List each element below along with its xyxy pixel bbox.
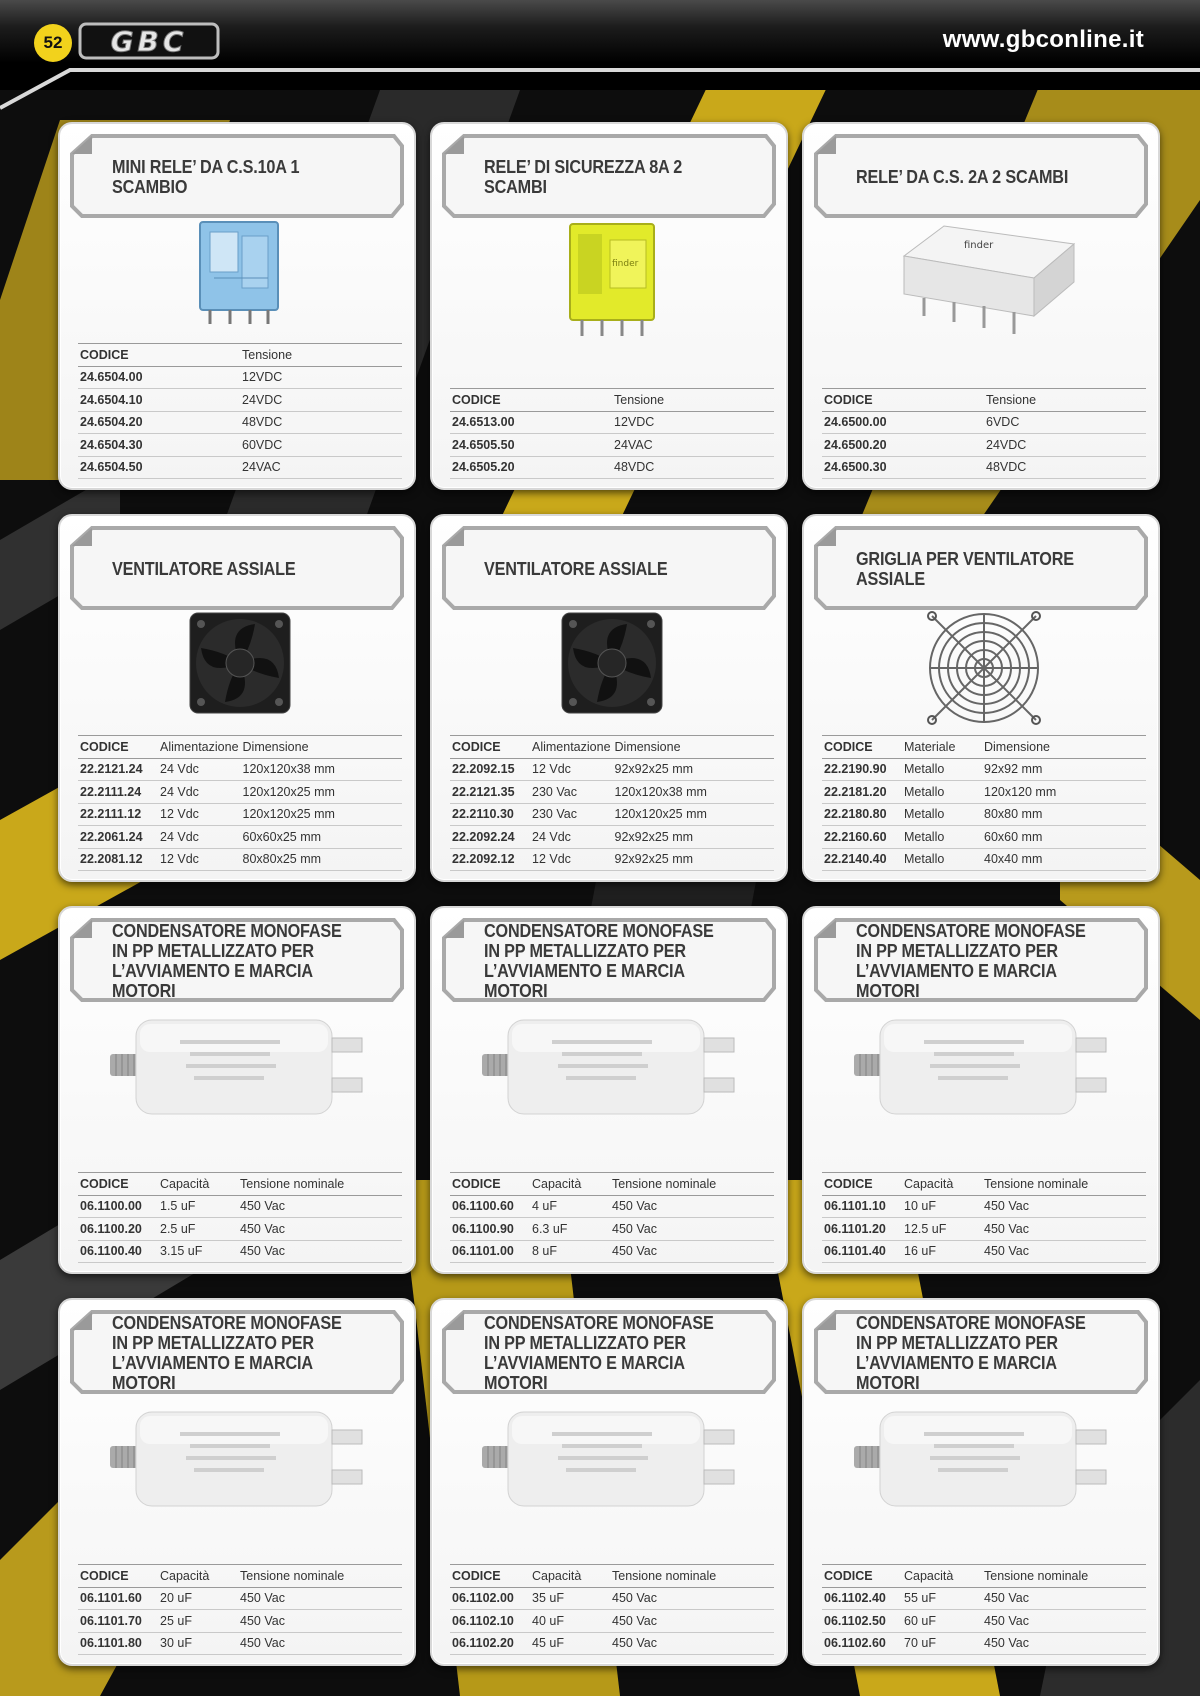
product-code: 06.1100.90: [450, 1218, 530, 1241]
card-title: CONDENSATORE MONOFASE IN PP METALLIZZATO PER L’AVVIAMENTO E MARCIA MOTORI: [484, 921, 714, 1001]
table-row: [822, 434, 1146, 457]
website-url[interactable]: www.gbconline.it: [942, 26, 1144, 53]
product-code: 24.6504.20: [78, 411, 240, 434]
table-row: [450, 1587, 774, 1610]
column-header: Tensione nominale: [610, 1173, 774, 1196]
spec-table: [822, 1564, 1146, 1655]
card-title-tab: [814, 134, 1148, 218]
spec-value: 12.5 uF: [902, 1218, 982, 1241]
spec-value: 60VDC: [240, 434, 402, 457]
product-code: 24.6500.30: [822, 456, 984, 479]
product-card: [58, 514, 416, 882]
card-title-tab: [70, 1310, 404, 1394]
spec-table: [78, 735, 402, 871]
table-row: [822, 848, 1146, 871]
card-title-tab: [814, 1310, 1148, 1394]
spec-value: 450 Vac: [610, 1610, 774, 1633]
spec-value: 120x120x38 mm: [241, 758, 402, 781]
spec-value: 25 uF: [158, 1610, 238, 1633]
table-row: [78, 848, 402, 871]
column-header: Capacità: [902, 1173, 982, 1196]
product-code: 06.1101.00: [450, 1240, 530, 1263]
card-title: CONDENSATORE MONOFASE IN PP METALLIZZATO PER L’AVVIAMENTO E MARCIA MOTORI: [112, 1313, 342, 1393]
column-header: Tensione nominale: [982, 1173, 1146, 1196]
spec-value: 450 Vac: [238, 1610, 402, 1633]
svg-text:GBC: GBC: [110, 25, 188, 58]
spec-value: 55 uF: [902, 1587, 982, 1610]
product-code: 06.1101.70: [78, 1610, 158, 1633]
product-code: 06.1102.50: [822, 1610, 902, 1633]
spec-table: [450, 735, 774, 871]
spec-value: 24 Vdc: [158, 826, 241, 849]
table-row: [822, 781, 1146, 804]
spec-value: 24 Vdc: [158, 758, 241, 781]
spec-value: Metallo: [902, 803, 982, 826]
spec-table: [450, 1564, 774, 1655]
spec-value: 24VAC: [240, 456, 402, 479]
table-header-row: [450, 1173, 774, 1196]
table-row: [450, 1610, 774, 1633]
table-row: [450, 411, 774, 434]
spec-table: [78, 1172, 402, 1263]
card-title: MINI RELE’ DA C.S.10A 1 SCAMBIO: [112, 157, 300, 197]
table-row: [822, 758, 1146, 781]
spec-value: 450 Vac: [610, 1240, 774, 1263]
table-row: [78, 411, 402, 434]
spec-table: [822, 388, 1146, 479]
capacitor-icon: [462, 1404, 762, 1530]
column-header: CODICE: [78, 1565, 158, 1588]
table-row: [78, 758, 402, 781]
column-header: Capacità: [158, 1173, 238, 1196]
capacitor-icon: [90, 1404, 390, 1530]
spec-table: [450, 388, 774, 479]
spec-value: 120x120x25 mm: [241, 803, 402, 826]
table-row: [450, 781, 774, 804]
capacitor-icon: [834, 1012, 1134, 1138]
product-card: [58, 1298, 416, 1666]
spec-value: 450 Vac: [610, 1587, 774, 1610]
spec-value: 70 uF: [902, 1632, 982, 1655]
card-title: CONDENSATORE MONOFASE IN PP METALLIZZATO PER L’AVVIAMENTO E MARCIA MOTORI: [856, 921, 1086, 1001]
spec-value: 40 uF: [530, 1610, 610, 1633]
card-title-tab: [70, 526, 404, 610]
product-card: [802, 122, 1160, 490]
spec-value: 3.15 uF: [158, 1240, 238, 1263]
spec-table: [450, 1172, 774, 1263]
spec-value: 40x40 mm: [982, 848, 1146, 871]
spec-value: 450 Vac: [610, 1632, 774, 1655]
product-code: 22.2121.24: [78, 758, 158, 781]
product-code: 24.6500.00: [822, 411, 984, 434]
fan-icon: [90, 608, 390, 734]
card-title: GRIGLIA PER VENTILATORE ASSIALE: [856, 549, 1074, 589]
relay-yellow-icon: [462, 216, 762, 342]
card-title-tab: [70, 134, 404, 218]
spec-value: 45 uF: [530, 1632, 610, 1655]
product-code: 22.2061.24: [78, 826, 158, 849]
product-code: 22.2110.30: [450, 803, 530, 826]
product-code: 06.1101.60: [78, 1587, 158, 1610]
table-row: [450, 1240, 774, 1263]
column-header: CODICE: [822, 389, 984, 412]
svg-text:finder: finder: [964, 240, 994, 251]
column-header: Tensione: [984, 389, 1146, 412]
table-row: [450, 848, 774, 871]
column-header: Tensione nominale: [238, 1565, 402, 1588]
column-header: Tensione nominale: [610, 1565, 774, 1588]
spec-value: 24 Vdc: [530, 826, 613, 849]
table-row: [822, 1240, 1146, 1263]
spec-value: 450 Vac: [982, 1632, 1146, 1655]
table-row: [450, 1195, 774, 1218]
spec-value: 2.5 uF: [158, 1218, 238, 1241]
table-row: [822, 411, 1146, 434]
card-title: CONDENSATORE MONOFASE IN PP METALLIZZATO PER L’AVVIAMENTO E MARCIA MOTORI: [484, 1313, 714, 1393]
spec-value: 12 Vdc: [530, 848, 613, 871]
product-card: [58, 906, 416, 1274]
spec-value: 450 Vac: [982, 1218, 1146, 1241]
spec-value: Metallo: [902, 781, 982, 804]
column-header: Alimentazione: [158, 736, 241, 759]
spec-value: 6.3 uF: [530, 1218, 610, 1241]
card-title-tab: [442, 526, 776, 610]
table-row: [822, 1195, 1146, 1218]
spec-value: 120x120x25 mm: [241, 781, 402, 804]
table-row: [78, 1240, 402, 1263]
spec-value: 48VDC: [984, 456, 1146, 479]
table-row: [78, 1195, 402, 1218]
spec-value: Metallo: [902, 848, 982, 871]
column-header: CODICE: [450, 1565, 530, 1588]
fan-icon: [462, 608, 762, 734]
product-card: [802, 514, 1160, 882]
spec-value: 450 Vac: [610, 1195, 774, 1218]
product-code: 22.2111.24: [78, 781, 158, 804]
card-title-tab: [814, 526, 1148, 610]
table-header-row: [78, 344, 402, 367]
fan-grill-icon: [834, 608, 1134, 734]
table-row: [822, 826, 1146, 849]
card-title: CONDENSATORE MONOFASE IN PP METALLIZZATO PER L’AVVIAMENTO E MARCIA MOTORI: [112, 921, 342, 1001]
product-card: [802, 906, 1160, 1274]
product-code: 24.6505.20: [450, 456, 612, 479]
spec-value: 12 Vdc: [530, 758, 613, 781]
column-header: Dimensione: [241, 736, 402, 759]
product-code: 06.1100.40: [78, 1240, 158, 1263]
spec-value: 450 Vac: [238, 1195, 402, 1218]
spec-table: [78, 343, 402, 479]
capacitor-icon: [90, 1012, 390, 1138]
product-code: 22.2081.12: [78, 848, 158, 871]
spec-value: 16 uF: [902, 1240, 982, 1263]
spec-value: 12VDC: [240, 366, 402, 389]
spec-value: 120x120x25 mm: [613, 803, 774, 826]
column-header: Capacità: [530, 1173, 610, 1196]
card-title: RELE’ DA C.S. 2A 2 SCAMBI: [856, 167, 1069, 187]
table-header-row: [78, 1565, 402, 1588]
spec-value: 6VDC: [984, 411, 1146, 434]
card-title-tab: [442, 1310, 776, 1394]
product-card: [430, 906, 788, 1274]
spec-value: 24VDC: [240, 389, 402, 412]
column-header: CODICE: [450, 1173, 530, 1196]
spec-value: 450 Vac: [610, 1218, 774, 1241]
spec-value: 60 uF: [902, 1610, 982, 1633]
column-header: CODICE: [78, 736, 158, 759]
spec-value: 450 Vac: [982, 1610, 1146, 1633]
column-header: Tensione nominale: [982, 1565, 1146, 1588]
spec-value: 20 uF: [158, 1587, 238, 1610]
spec-table: [822, 735, 1146, 871]
card-title: VENTILATORE ASSIALE: [484, 559, 668, 579]
product-card: [430, 1298, 788, 1666]
product-code: 06.1102.40: [822, 1587, 902, 1610]
spec-value: 4 uF: [530, 1195, 610, 1218]
spec-value: 120x120 mm: [982, 781, 1146, 804]
table-row: [822, 1632, 1146, 1655]
table-row: [78, 434, 402, 457]
product-code: 24.6505.50: [450, 434, 612, 457]
table-row: [450, 456, 774, 479]
spec-value: 450 Vac: [982, 1195, 1146, 1218]
table-row: [78, 803, 402, 826]
product-code: 06.1102.10: [450, 1610, 530, 1633]
spec-value: 450 Vac: [982, 1587, 1146, 1610]
table-row: [450, 434, 774, 457]
table-row: [822, 803, 1146, 826]
product-code: 22.2140.40: [822, 848, 902, 871]
product-code: 06.1100.60: [450, 1195, 530, 1218]
card-title: VENTILATORE ASSIALE: [112, 559, 296, 579]
spec-value: 92x92x25 mm: [613, 848, 774, 871]
table-row: [822, 456, 1146, 479]
table-header-row: [822, 1565, 1146, 1588]
svg-text:finder: finder: [612, 259, 639, 269]
spec-value: 30 uF: [158, 1632, 238, 1655]
spec-value: 450 Vac: [982, 1240, 1146, 1263]
spec-value: 92x92x25 mm: [613, 826, 774, 849]
card-title: CONDENSATORE MONOFASE IN PP METALLIZZATO PER L’AVVIAMENTO E MARCIA MOTORI: [856, 1313, 1086, 1393]
card-title-tab: [442, 918, 776, 1002]
spec-table: [822, 1172, 1146, 1263]
product-code: 22.2181.20: [822, 781, 902, 804]
column-header: Tensione: [240, 344, 402, 367]
spec-value: 12 Vdc: [158, 803, 241, 826]
table-row: [78, 1587, 402, 1610]
spec-value: 80x80x25 mm: [241, 848, 402, 871]
table-row: [822, 1610, 1146, 1633]
spec-value: 10 uF: [902, 1195, 982, 1218]
product-card: [430, 122, 788, 490]
column-header: CODICE: [78, 1173, 158, 1196]
product-code: 22.2180.80: [822, 803, 902, 826]
product-code: 22.2160.60: [822, 826, 902, 849]
spec-value: 92x92 mm: [982, 758, 1146, 781]
product-code: 22.2121.35: [450, 781, 530, 804]
table-row: [78, 1610, 402, 1633]
product-code: 06.1100.20: [78, 1218, 158, 1241]
table-row: [822, 1587, 1146, 1610]
product-card: [802, 1298, 1160, 1666]
table-header-row: [450, 389, 774, 412]
spec-value: 120x120x38 mm: [613, 781, 774, 804]
column-header: Tensione: [612, 389, 774, 412]
product-code: 22.2092.12: [450, 848, 530, 871]
column-header: CODICE: [78, 344, 240, 367]
product-code: 06.1101.20: [822, 1218, 902, 1241]
column-header: Materiale: [902, 736, 982, 759]
spec-value: 450 Vac: [238, 1632, 402, 1655]
spec-value: 230 Vac: [530, 781, 613, 804]
column-header: Tensione nominale: [238, 1173, 402, 1196]
column-header: Alimentazione: [530, 736, 613, 759]
column-header: Capacità: [902, 1565, 982, 1588]
column-header: Capacità: [530, 1565, 610, 1588]
product-code: 22.2111.12: [78, 803, 158, 826]
table-row: [822, 1218, 1146, 1241]
capacitor-icon: [462, 1012, 762, 1138]
table-header-row: [450, 736, 774, 759]
spec-value: 1.5 uF: [158, 1195, 238, 1218]
column-header: CODICE: [822, 1173, 902, 1196]
spec-value: 24VDC: [984, 434, 1146, 457]
card-title-tab: [70, 918, 404, 1002]
relay-white-icon: [834, 216, 1134, 342]
table-header-row: [822, 1173, 1146, 1196]
product-code: 24.6504.50: [78, 456, 240, 479]
column-header: CODICE: [822, 1565, 902, 1588]
table-header-row: [78, 736, 402, 759]
table-row: [78, 389, 402, 412]
table-row: [78, 366, 402, 389]
product-code: 06.1102.20: [450, 1632, 530, 1655]
table-row: [450, 803, 774, 826]
product-card: [430, 514, 788, 882]
column-header: CODICE: [450, 736, 530, 759]
table-row: [450, 826, 774, 849]
table-row: [78, 1218, 402, 1241]
product-code: 06.1100.00: [78, 1195, 158, 1218]
relay-blue-icon: [90, 216, 390, 342]
table-row: [450, 1632, 774, 1655]
table-header-row: [78, 1173, 402, 1196]
table-row: [78, 1632, 402, 1655]
spec-value: 24VAC: [612, 434, 774, 457]
spec-value: Metallo: [902, 826, 982, 849]
table-row: [450, 1218, 774, 1241]
card-title-tab: [442, 134, 776, 218]
product-code: 06.1102.60: [822, 1632, 902, 1655]
table-row: [78, 781, 402, 804]
table-row: [450, 758, 774, 781]
column-header: Capacità: [158, 1565, 238, 1588]
spec-value: 450 Vac: [238, 1218, 402, 1241]
table-header-row: [450, 1565, 774, 1588]
product-code: 22.2092.24: [450, 826, 530, 849]
product-code: 22.2190.90: [822, 758, 902, 781]
spec-value: 450 Vac: [238, 1587, 402, 1610]
card-title: RELE’ DI SICUREZZA 8A 2 SCAMBI: [484, 157, 683, 197]
column-header: CODICE: [822, 736, 902, 759]
spec-value: 230 Vac: [530, 803, 613, 826]
product-code: 24.6500.20: [822, 434, 984, 457]
spec-value: 48VDC: [612, 456, 774, 479]
spec-value: 60x60 mm: [982, 826, 1146, 849]
spec-value: Metallo: [902, 758, 982, 781]
product-code: 24.6504.30: [78, 434, 240, 457]
table-header-row: [822, 389, 1146, 412]
product-code: 24.6504.00: [78, 366, 240, 389]
spec-table: [78, 1564, 402, 1655]
column-header: CODICE: [450, 389, 612, 412]
capacitor-icon: [834, 1404, 1134, 1530]
spec-value: 35 uF: [530, 1587, 610, 1610]
spec-value: 12 Vdc: [158, 848, 241, 871]
spec-value: 450 Vac: [238, 1240, 402, 1263]
product-code: 06.1101.10: [822, 1195, 902, 1218]
spec-value: 48VDC: [240, 411, 402, 434]
column-header: Dimensione: [982, 736, 1146, 759]
page-number: 52: [34, 24, 72, 62]
product-code: 06.1101.40: [822, 1240, 902, 1263]
product-card: [58, 122, 416, 490]
table-header-row: [822, 736, 1146, 759]
column-header: Dimensione: [613, 736, 774, 759]
product-code: 06.1101.80: [78, 1632, 158, 1655]
spec-value: 8 uF: [530, 1240, 610, 1263]
spec-value: 24 Vdc: [158, 781, 241, 804]
product-code: 06.1102.00: [450, 1587, 530, 1610]
spec-value: 92x92x25 mm: [613, 758, 774, 781]
table-row: [78, 826, 402, 849]
table-row: [78, 456, 402, 479]
product-code: 22.2092.15: [450, 758, 530, 781]
card-title-tab: [814, 918, 1148, 1002]
product-code: 24.6504.10: [78, 389, 240, 412]
spec-value: 80x80 mm: [982, 803, 1146, 826]
spec-value: 60x60x25 mm: [241, 826, 402, 849]
gbc-logo: [78, 20, 220, 62]
spec-value: 12VDC: [612, 411, 774, 434]
product-code: 24.6513.00: [450, 411, 612, 434]
